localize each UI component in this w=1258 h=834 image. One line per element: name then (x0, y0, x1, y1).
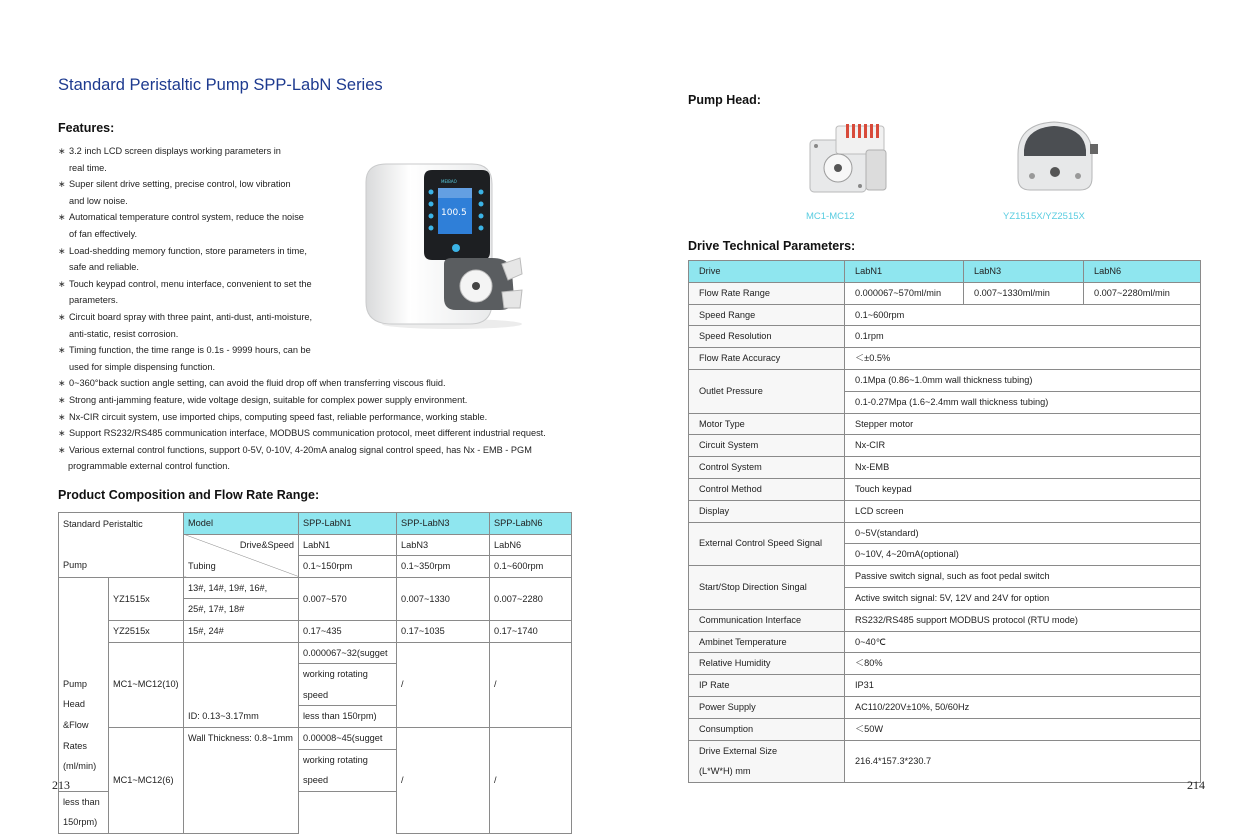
param-value: AC110/220V±10%, 50/60Hz (845, 696, 1201, 718)
bullet-icon: ∗ (58, 311, 66, 322)
param-value: 0~5V(standard) (845, 522, 1201, 544)
feature-text: Touch keypad control, menu interface, convenient to set the (69, 278, 312, 289)
param-value: 216.4*157.3*230.7 (845, 740, 1201, 783)
bullet-icon: ∗ (58, 146, 66, 156)
mc6-v1-a: 0.00008~45(sugget (299, 727, 397, 749)
features-heading: Features: (58, 121, 115, 135)
feature-text-continued: and low noise. (69, 195, 128, 206)
feature-text: 0~360°back suction angle setting, can avoid the fluid drop off when transferring viscous fluid. (69, 378, 446, 389)
param-value: ＜±0.5% (845, 348, 1201, 370)
mc10-v1-c: less than 150rpm) (299, 706, 397, 728)
param-value: 0.1rpm (845, 326, 1201, 348)
param-label: Ambinet Temperature (689, 631, 845, 653)
mc10-v6: / (490, 642, 572, 727)
page-number-right: 214 (1187, 778, 1205, 792)
feature-text: Various external control functions, support 0-5V, 0-10V, 4-20mA analog signal control speed, has Nx - EMB - PGM (69, 444, 532, 455)
param-value: RS232/RS485 support MODBUS protocol (RTU mode) (845, 609, 1201, 631)
mc6-tube: Wall Thickness: 0.8~1mm (184, 727, 299, 833)
yz1515-tube1: 13#, 14#, 19#, 16#, (184, 577, 299, 599)
model-header: Model (184, 513, 299, 535)
param-value: 0.007~1330ml/min (964, 282, 1084, 304)
param-value: Active switch signal: 5V, 12V and 24V for option (845, 587, 1201, 609)
param-value: Nx-EMB (845, 457, 1201, 479)
mc6-v1-b: working rotating speed (299, 749, 397, 791)
feature-item (58, 375, 578, 392)
labn1-cell: LabN1 (299, 534, 397, 556)
param-value: 0~40℃ (845, 631, 1201, 653)
param-label: Speed Range (689, 304, 845, 326)
param-label: Control System (689, 457, 845, 479)
param-value: ＜50W (845, 718, 1201, 740)
bullet-icon: ∗ (58, 245, 66, 256)
diag-header-cell: Drive&Speed Tubing (184, 534, 299, 577)
param-value: IP31 (845, 675, 1201, 697)
labn6-header: LabN6 (1084, 261, 1201, 283)
screen-reading: 100.5 (441, 208, 467, 218)
mc10-v3: / (397, 642, 490, 727)
bullet-icon: ∗ (58, 278, 66, 289)
param-value: Stepper motor (845, 413, 1201, 435)
param-label: External Control Speed Signal (689, 522, 845, 566)
feature-text: Automatical temperature control system, reduce the noise (69, 212, 304, 223)
param-label: Power Supply (689, 696, 845, 718)
param-value: 0.1~600rpm (845, 304, 1201, 326)
param-label: Flow Rate Accuracy (689, 348, 845, 370)
std-pump-cell: Standard Peristaltic Pump (59, 513, 184, 578)
param-label: Outlet Pressure (689, 369, 845, 413)
feature-text-continued: programmable external control function. (68, 461, 230, 472)
mc6-v3: / (397, 727, 490, 833)
n6-header: SPP-LabN6 (490, 513, 572, 535)
yz2515-cell: YZ2515x (109, 620, 184, 642)
yz-pump-head-label: YZ1515X/YZ2515X (1003, 211, 1085, 222)
bullet-icon: ∗ (58, 212, 66, 223)
param-label: Communication Interface (689, 609, 845, 631)
param-value: 0.000067~570ml/min (845, 282, 964, 304)
feature-text-continued: of fan effectively. (69, 228, 138, 239)
mc10-v1-b: working rotating speed (299, 664, 397, 706)
yz1515-v1: 0.007~570 (299, 577, 397, 620)
rpm3-cell: 0.1~350rpm (397, 556, 490, 578)
feature-item (58, 425, 578, 442)
yz1515-tube2: 25#, 17#, 18# (184, 599, 299, 621)
yz1515-cell: YZ1515x (109, 577, 184, 620)
feature-item (58, 392, 578, 409)
n1-header: SPP-LabN1 (299, 513, 397, 535)
feature-text: Strong anti-jamming feature, wide voltage design, suitable for complex power supply environment. (69, 394, 468, 405)
mc-pump-head-label: MC1-MC12 (806, 211, 855, 222)
param-label: Drive External Size (L*W*H) mm (689, 740, 845, 783)
mc6-v6: / (490, 727, 572, 833)
drive-header: Drive (689, 261, 845, 283)
pump-head-heading: Pump Head: (688, 93, 761, 107)
screen-brand: MEIBAO (441, 179, 457, 184)
yz2515-v1: 0.17~435 (299, 620, 397, 642)
bullet-icon: ∗ (58, 411, 66, 422)
feature-text-continued: parameters. (69, 295, 119, 306)
param-value: Touch keypad (845, 478, 1201, 500)
param-label: Circuit System (689, 435, 845, 457)
labn1-header: LabN1 (845, 261, 964, 283)
rpm1-cell: 0.1~150rpm (299, 556, 397, 578)
labn6-cell: LabN6 (490, 534, 572, 556)
param-value: 0.1Mpa (0.86~1.0mm wall thickness tubing) (845, 369, 1201, 391)
drive-params-heading: Drive Technical Parameters: (688, 239, 856, 253)
composition-table (58, 512, 572, 834)
mc10-tube: ID: 0.13~3.17mm (184, 642, 299, 727)
yz2515-v3: 0.17~1035 (397, 620, 490, 642)
mc6-cell: MC1~MC12(6) (109, 727, 184, 833)
bullet-icon: ∗ (58, 444, 66, 455)
bullet-icon: ∗ (58, 428, 66, 439)
n3-header: SPP-LabN3 (397, 513, 490, 535)
param-label: Motor Type (689, 413, 845, 435)
mc10-v1-a: 0.000067~32(sugget (299, 642, 397, 664)
param-value: Nx-CIR (845, 435, 1201, 457)
yz2515-tube: 15#, 24# (184, 620, 299, 642)
rpm6-cell: 0.1~600rpm (490, 556, 572, 578)
param-label: Relative Humidity (689, 653, 845, 675)
composition-heading: Product Composition and Flow Rate Range: (58, 488, 320, 502)
feature-item (58, 442, 578, 475)
feature-text-continued: real time. (69, 162, 107, 173)
page-number-left: 213 (52, 778, 70, 792)
param-label: Control Method (689, 478, 845, 500)
bullet-icon: ∗ (58, 394, 66, 405)
yz1515-v6: 0.007~2280 (490, 577, 572, 620)
param-label: IP Rate (689, 675, 845, 697)
feature-text: Nx-CIR circuit system, use imported chips, computing speed fast, reliable performance, working stable. (69, 411, 488, 422)
pump-product-image (352, 152, 532, 332)
yz-pump-head-image (1010, 114, 1100, 194)
feature-item (58, 409, 578, 426)
feature-text: 3.2 inch LCD screen displays working parameters in (69, 146, 281, 156)
mc-pump-head-image (806, 120, 890, 198)
param-value: ＜80% (845, 653, 1201, 675)
param-value: 0.007~2280ml/min (1084, 282, 1201, 304)
mc10-cell: MC1~MC12(10) (109, 642, 184, 727)
param-value: Passive switch signal, such as foot pedal switch (845, 566, 1201, 588)
page-title: Standard Peristaltic Pump SPP-LabN Series (58, 76, 383, 94)
param-value: LCD screen (845, 500, 1201, 522)
bullet-icon: ∗ (58, 378, 66, 389)
labn3-cell: LabN3 (397, 534, 490, 556)
feature-text: Timing function, the time range is 0.1s - 9999 hours, can be (69, 345, 311, 356)
feature-text: Load-shedding memory function, store parameters in time, (69, 245, 307, 256)
mc6-v1-c: less than 150rpm) (59, 791, 109, 833)
pump-head-cell: Pump Head &Flow Rates (ml/min) (59, 577, 109, 791)
feature-text: Super silent drive setting, precise control, low vibration (69, 179, 291, 190)
param-value: 0~10V, 4~20mA(optional) (845, 544, 1201, 566)
yz1515-v3: 0.007~1330 (397, 577, 490, 620)
feature-text-continued: safe and reliable. (69, 262, 139, 273)
param-value: 0.1-0.27Mpa (1.6~2.4mm wall thickness tubing) (845, 391, 1201, 413)
bullet-icon: ∗ (58, 179, 66, 190)
feature-item (58, 342, 578, 375)
bullet-icon: ∗ (58, 345, 66, 356)
param-label: Display (689, 500, 845, 522)
param-label: Speed Resolution (689, 326, 845, 348)
feature-text: Circuit board spray with three paint, anti-dust, anti-moisture, (69, 311, 313, 322)
param-label: Start/Stop Direction Singal (689, 566, 845, 610)
yz2515-v6: 0.17~1740 (490, 620, 572, 642)
feature-text-continued: anti-static, resist corrosion. (69, 328, 179, 339)
param-label: Consumption (689, 718, 845, 740)
drive-params-table (688, 260, 1201, 783)
feature-text-continued: used for simple dispensing function. (69, 361, 216, 372)
feature-text: Support RS232/RS485 communication interface, MODBUS communication protocol, meet different industrial request. (69, 428, 546, 439)
labn3-header: LabN3 (964, 261, 1084, 283)
param-label: Flow Rate Range (689, 282, 845, 304)
